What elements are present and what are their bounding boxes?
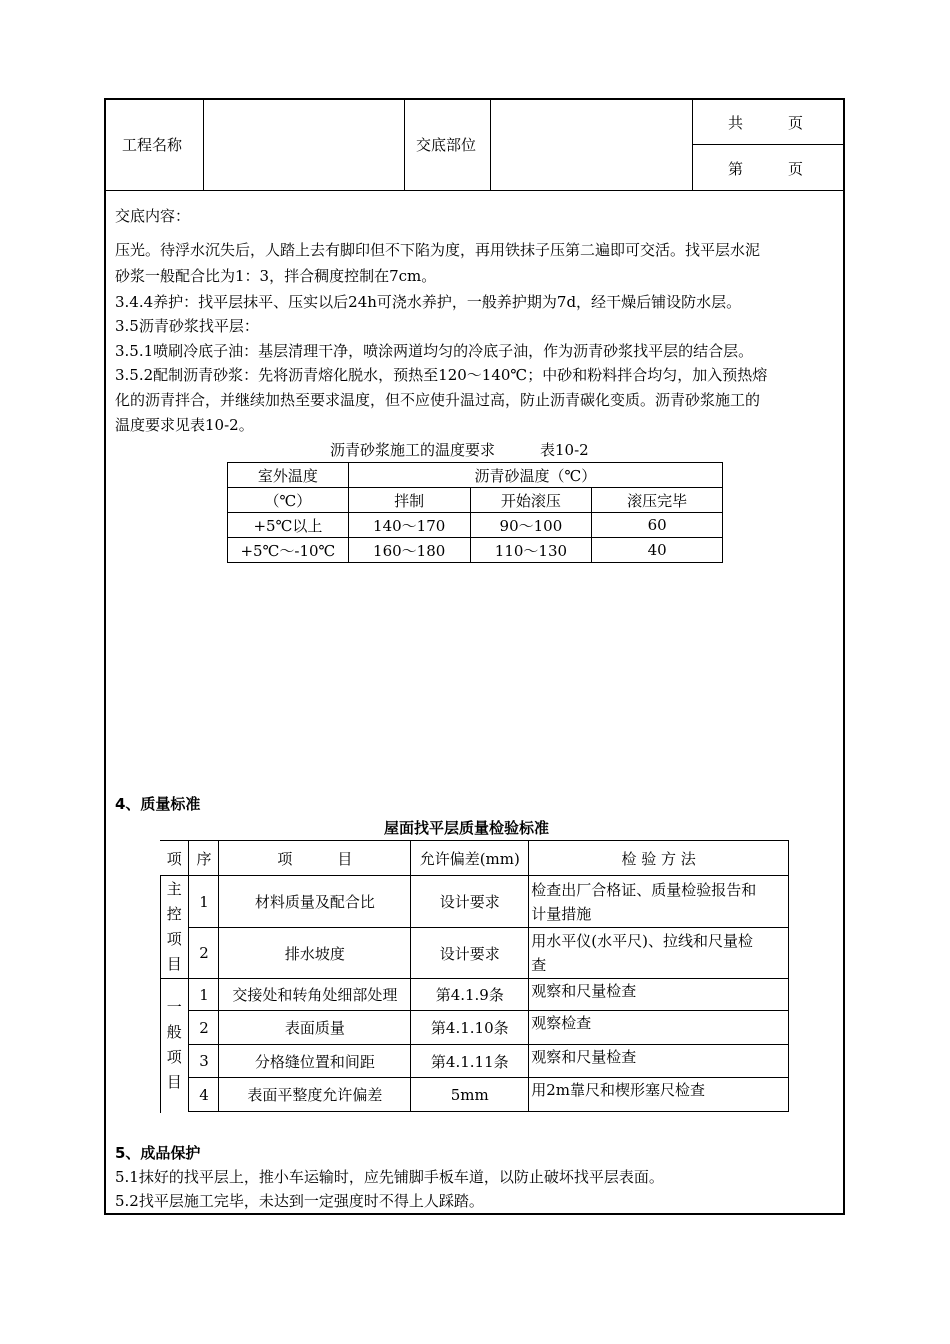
temp-table-header-start: 开始滚压 xyxy=(470,488,592,513)
table-row xyxy=(160,1078,789,1112)
temp-table-header-outdoor: 室外温度 xyxy=(228,463,349,488)
header-divider xyxy=(203,98,204,191)
method-cell: 观察和尺量检查 xyxy=(529,1045,789,1078)
quality-header-seq: 序 xyxy=(189,841,219,876)
content-paragraph: 温度要求见表10-2。 xyxy=(115,416,254,434)
quality-header-tolerance: 允许偏差(mm) xyxy=(411,841,529,876)
seq-cell: 2 xyxy=(189,1011,219,1045)
item-cell: 表面质量 xyxy=(219,1011,411,1045)
item-cell: 排水坡度 xyxy=(219,928,411,979)
quality-table-title: 屋面找平层质量检验标准 xyxy=(384,819,550,837)
item-cell: 交接处和转角处细部处理 xyxy=(219,979,411,1011)
method-cell: 用水平仪(水平尺)、拉线和尺量检 查 xyxy=(529,928,789,979)
quality-table xyxy=(160,840,789,1112)
quality-header-category: 项 xyxy=(160,841,189,876)
item-cell: 材料质量及配合比 xyxy=(219,876,411,928)
temp-cell: +5℃～-10℃ xyxy=(228,538,349,563)
mix-cell: 160～180 xyxy=(348,538,470,563)
protection-paragraph: 5.2找平层施工完毕，未达到一定强度时不得上人踩踏。 xyxy=(115,1192,484,1210)
temp-table-header-end: 滚压完毕 xyxy=(592,488,723,513)
total-pages: 共 页 xyxy=(728,114,804,132)
start-cell: 110～130 xyxy=(470,538,592,563)
header-divider xyxy=(404,98,405,191)
disclosure-part-label: 交底部位 xyxy=(416,136,477,154)
method-cell: 观察和尺量检查 xyxy=(529,979,789,1011)
content-paragraph: 化的沥青拌合，并继续加热至要求温度，但不应使升温过高，防止沥青碳化变质。沥青砂浆施工的 xyxy=(115,391,761,409)
tolerance-cell: 设计要求 xyxy=(411,928,529,979)
content-paragraph: 3.5.2配制沥青砂浆：先将沥青熔化脱水，预热至120～140℃；中砂和粉料拌合均匀，加入预热熔 xyxy=(115,366,768,384)
seq-cell: 1 xyxy=(189,876,219,928)
general-item-label: 一 般 项 目 xyxy=(160,979,189,1112)
table-row xyxy=(160,928,789,979)
temp-table-header-asphalt: 沥青砂温度（℃） xyxy=(348,463,722,488)
temp-table-header-mix: 拌制 xyxy=(348,488,470,513)
table-row xyxy=(228,538,723,563)
tolerance-cell: 第4.1.10条 xyxy=(411,1011,529,1045)
item-cell: 表面平整度允许偏差 xyxy=(219,1078,411,1112)
table-row xyxy=(160,876,789,928)
quality-table-left-rule xyxy=(160,875,161,1113)
content-paragraph: 砂浆一般配合比为1：3，拌合稠度控制在7cm。 xyxy=(115,267,437,285)
table-row xyxy=(160,979,789,1011)
tolerance-cell: 5mm xyxy=(411,1078,529,1112)
main-control-label: 主 控 项 目 xyxy=(160,876,189,979)
temp-table-caption: 沥青砂浆施工的温度要求 表10-2 xyxy=(330,441,589,459)
content-paragraph: 3.5.1喷刷冷底子油：基层清理干净，喷涂两道均匀的冷底子油，作为沥青砂浆找平层的结合层。 xyxy=(115,342,754,360)
end-cell: 60 xyxy=(592,513,723,538)
quality-heading: 4、质量标准 xyxy=(115,795,201,813)
seq-cell: 3 xyxy=(189,1045,219,1078)
tolerance-cell: 第4.1.9条 xyxy=(411,979,529,1011)
mix-cell: 140～170 xyxy=(348,513,470,538)
start-cell: 90～100 xyxy=(470,513,592,538)
item-cell: 分格缝位置和间距 xyxy=(219,1045,411,1078)
temp-cell: +5℃以上 xyxy=(228,513,349,538)
protection-paragraph: 5.1抹好的找平层上，推小车运输时，应先铺脚手板车道，以防止破坏找平层表面。 xyxy=(115,1168,664,1186)
content-paragraph: 3.5沥青砂浆找平层： xyxy=(115,317,259,335)
temp-table-header-outdoor-unit: （℃） xyxy=(228,488,349,513)
project-name-label: 工程名称 xyxy=(122,136,183,154)
method-cell: 检查出厂合格证、质量检验报告和 计量措施 xyxy=(529,876,789,928)
temp-table xyxy=(227,462,723,563)
method-cell: 用2m靠尺和楔形塞尺检查 xyxy=(529,1078,789,1112)
content-label: 交底内容： xyxy=(115,207,191,225)
table-row xyxy=(228,513,723,538)
end-cell: 40 xyxy=(592,538,723,563)
tolerance-cell: 设计要求 xyxy=(411,876,529,928)
page-number: 第 页 xyxy=(728,160,804,178)
seq-cell: 2 xyxy=(189,928,219,979)
content-paragraph: 压光。待浮水沉失后，人踏上去有脚印但不下陷为度，再用铁抹子压第二遍即可交活。找平层水泥 xyxy=(115,241,761,259)
header-bottom-line xyxy=(104,190,845,191)
quality-header-method: 检 验 方 法 xyxy=(529,841,789,876)
seq-cell: 1 xyxy=(189,979,219,1011)
seq-cell: 4 xyxy=(189,1078,219,1112)
tolerance-cell: 第4.1.11条 xyxy=(411,1045,529,1078)
quality-header-item: 项 目 xyxy=(219,841,411,876)
header-divider xyxy=(490,98,491,191)
protection-heading: 5、成品保护 xyxy=(115,1144,201,1162)
header-page-divider xyxy=(692,144,845,145)
content-paragraph: 3.4.4养护：找平层抹平、压实以后24h可浇水养护，一般养护期为7d，经干燥后铺设防水层。 xyxy=(115,293,742,311)
table-row xyxy=(160,1011,789,1045)
method-cell: 观察检查 xyxy=(529,1011,789,1045)
table-row xyxy=(160,1045,789,1078)
